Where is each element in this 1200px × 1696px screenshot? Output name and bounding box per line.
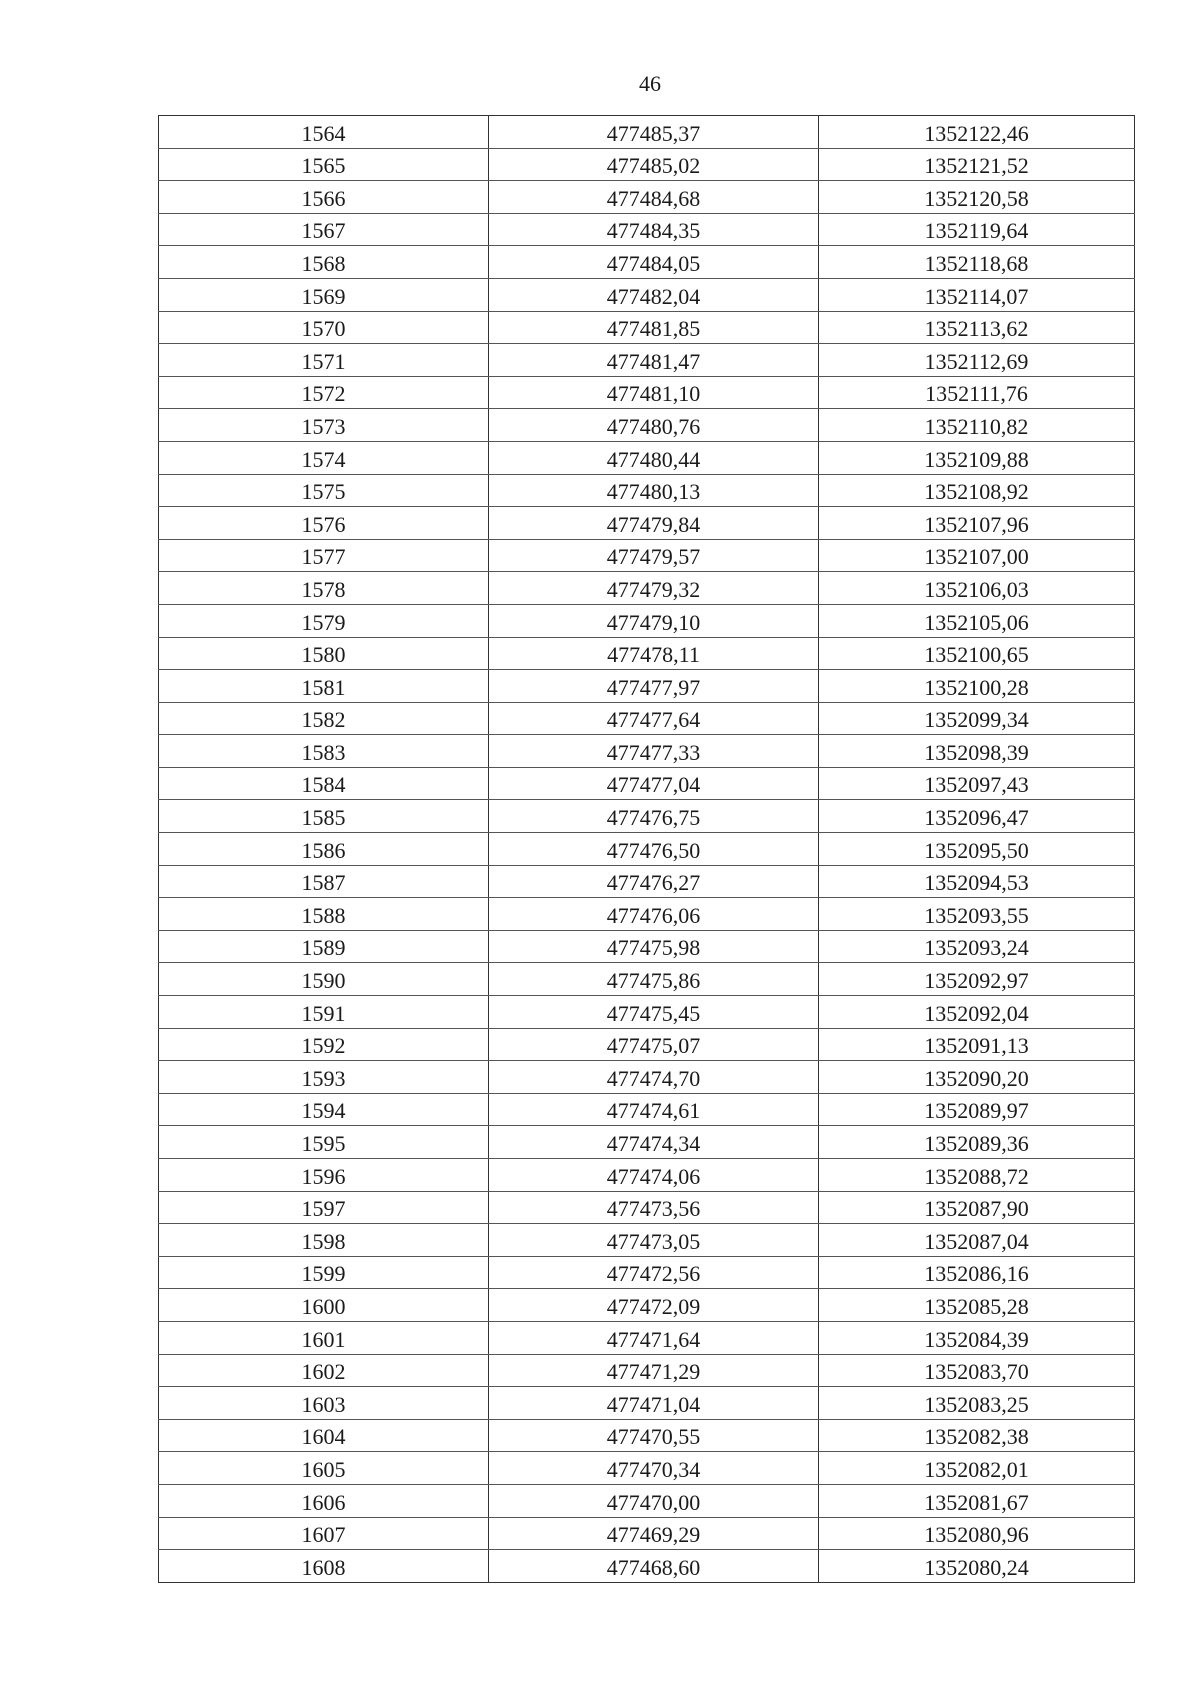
x-coordinate-cell: 477480,76 bbox=[489, 409, 819, 442]
y-coordinate-cell: 1352088,72 bbox=[819, 1159, 1135, 1192]
y-coordinate-cell: 1352113,62 bbox=[819, 311, 1135, 344]
x-coordinate-cell: 477469,29 bbox=[489, 1517, 819, 1550]
y-coordinate-cell: 1352100,28 bbox=[819, 670, 1135, 703]
point-number-cell: 1605 bbox=[159, 1452, 489, 1485]
point-number-cell: 1599 bbox=[159, 1256, 489, 1289]
y-coordinate-cell: 1352122,46 bbox=[819, 116, 1135, 149]
x-coordinate-cell: 477471,29 bbox=[489, 1354, 819, 1387]
y-coordinate-cell: 1352119,64 bbox=[819, 213, 1135, 246]
point-number-cell: 1606 bbox=[159, 1484, 489, 1517]
x-coordinate-cell: 477480,44 bbox=[489, 441, 819, 474]
table-row bbox=[159, 1256, 1135, 1289]
y-coordinate-cell: 1352080,96 bbox=[819, 1517, 1135, 1550]
x-coordinate-cell: 477481,47 bbox=[489, 344, 819, 377]
table-row bbox=[159, 539, 1135, 572]
y-coordinate-cell: 1352080,24 bbox=[819, 1550, 1135, 1583]
table-row bbox=[159, 865, 1135, 898]
y-coordinate-cell: 1352085,28 bbox=[819, 1289, 1135, 1322]
y-coordinate-cell: 1352110,82 bbox=[819, 409, 1135, 442]
point-number-cell: 1607 bbox=[159, 1517, 489, 1550]
x-coordinate-cell: 477473,05 bbox=[489, 1224, 819, 1257]
y-coordinate-cell: 1352093,55 bbox=[819, 898, 1135, 931]
table-row bbox=[159, 963, 1135, 996]
x-coordinate-cell: 477474,06 bbox=[489, 1159, 819, 1192]
x-coordinate-cell: 477472,56 bbox=[489, 1256, 819, 1289]
point-number-cell: 1588 bbox=[159, 898, 489, 931]
y-coordinate-cell: 1352081,67 bbox=[819, 1484, 1135, 1517]
point-number-cell: 1569 bbox=[159, 278, 489, 311]
table-row bbox=[159, 1550, 1135, 1583]
table-row bbox=[159, 409, 1135, 442]
point-number-cell: 1579 bbox=[159, 604, 489, 637]
y-coordinate-cell: 1352083,70 bbox=[819, 1354, 1135, 1387]
table-row bbox=[159, 735, 1135, 768]
x-coordinate-cell: 477471,04 bbox=[489, 1387, 819, 1420]
y-coordinate-cell: 1352089,36 bbox=[819, 1126, 1135, 1159]
x-coordinate-cell: 477475,98 bbox=[489, 930, 819, 963]
y-coordinate-cell: 1352087,90 bbox=[819, 1191, 1135, 1224]
x-coordinate-cell: 477470,34 bbox=[489, 1452, 819, 1485]
point-number-cell: 1586 bbox=[159, 833, 489, 866]
point-number-cell: 1583 bbox=[159, 735, 489, 768]
table-row bbox=[159, 376, 1135, 409]
x-coordinate-cell: 477479,10 bbox=[489, 604, 819, 637]
table-row bbox=[159, 311, 1135, 344]
point-number-cell: 1573 bbox=[159, 409, 489, 442]
point-number-cell: 1592 bbox=[159, 1028, 489, 1061]
y-coordinate-cell: 1352084,39 bbox=[819, 1321, 1135, 1354]
y-coordinate-cell: 1352093,24 bbox=[819, 930, 1135, 963]
y-coordinate-cell: 1352098,39 bbox=[819, 735, 1135, 768]
table-row bbox=[159, 181, 1135, 214]
point-number-cell: 1608 bbox=[159, 1550, 489, 1583]
x-coordinate-cell: 477484,35 bbox=[489, 213, 819, 246]
table-row bbox=[159, 1517, 1135, 1550]
point-number-cell: 1580 bbox=[159, 637, 489, 670]
table-row bbox=[159, 1159, 1135, 1192]
table-row bbox=[159, 1419, 1135, 1452]
y-coordinate-cell: 1352096,47 bbox=[819, 800, 1135, 833]
x-coordinate-cell: 477480,13 bbox=[489, 474, 819, 507]
x-coordinate-cell: 477468,60 bbox=[489, 1550, 819, 1583]
table-row bbox=[159, 246, 1135, 279]
y-coordinate-cell: 1352111,76 bbox=[819, 376, 1135, 409]
table-row bbox=[159, 996, 1135, 1029]
table-row bbox=[159, 898, 1135, 931]
point-number-cell: 1601 bbox=[159, 1321, 489, 1354]
x-coordinate-cell: 477476,50 bbox=[489, 833, 819, 866]
point-number-cell: 1594 bbox=[159, 1093, 489, 1126]
x-coordinate-cell: 477474,61 bbox=[489, 1093, 819, 1126]
table-row bbox=[159, 1028, 1135, 1061]
table-row bbox=[159, 441, 1135, 474]
point-number-cell: 1564 bbox=[159, 116, 489, 149]
y-coordinate-cell: 1352091,13 bbox=[819, 1028, 1135, 1061]
point-number-cell: 1568 bbox=[159, 246, 489, 279]
y-coordinate-cell: 1352121,52 bbox=[819, 148, 1135, 181]
y-coordinate-cell: 1352109,88 bbox=[819, 441, 1135, 474]
x-coordinate-cell: 477481,10 bbox=[489, 376, 819, 409]
table-row bbox=[159, 1387, 1135, 1420]
y-coordinate-cell: 1352112,69 bbox=[819, 344, 1135, 377]
coordinates-table-body bbox=[159, 116, 1135, 1583]
table-row bbox=[159, 1484, 1135, 1517]
table-row bbox=[159, 116, 1135, 149]
point-number-cell: 1571 bbox=[159, 344, 489, 377]
y-coordinate-cell: 1352092,97 bbox=[819, 963, 1135, 996]
y-coordinate-cell: 1352106,03 bbox=[819, 572, 1135, 605]
point-number-cell: 1567 bbox=[159, 213, 489, 246]
point-number-cell: 1576 bbox=[159, 507, 489, 540]
y-coordinate-cell: 1352086,16 bbox=[819, 1256, 1135, 1289]
x-coordinate-cell: 477476,27 bbox=[489, 865, 819, 898]
table-row bbox=[159, 1191, 1135, 1224]
y-coordinate-cell: 1352087,04 bbox=[819, 1224, 1135, 1257]
table-row bbox=[159, 1061, 1135, 1094]
y-coordinate-cell: 1352107,00 bbox=[819, 539, 1135, 572]
table-row bbox=[159, 213, 1135, 246]
table-row bbox=[159, 474, 1135, 507]
point-number-cell: 1600 bbox=[159, 1289, 489, 1322]
x-coordinate-cell: 477477,33 bbox=[489, 735, 819, 768]
table-row bbox=[159, 1354, 1135, 1387]
table-row bbox=[159, 670, 1135, 703]
x-coordinate-cell: 477472,09 bbox=[489, 1289, 819, 1322]
point-number-cell: 1584 bbox=[159, 767, 489, 800]
y-coordinate-cell: 1352105,06 bbox=[819, 604, 1135, 637]
point-number-cell: 1593 bbox=[159, 1061, 489, 1094]
x-coordinate-cell: 477479,32 bbox=[489, 572, 819, 605]
point-number-cell: 1570 bbox=[159, 311, 489, 344]
x-coordinate-cell: 477475,07 bbox=[489, 1028, 819, 1061]
point-number-cell: 1578 bbox=[159, 572, 489, 605]
table-row bbox=[159, 344, 1135, 377]
table-row bbox=[159, 1224, 1135, 1257]
point-number-cell: 1566 bbox=[159, 181, 489, 214]
y-coordinate-cell: 1352083,25 bbox=[819, 1387, 1135, 1420]
point-number-cell: 1572 bbox=[159, 376, 489, 409]
point-number-cell: 1589 bbox=[159, 930, 489, 963]
x-coordinate-cell: 477471,64 bbox=[489, 1321, 819, 1354]
x-coordinate-cell: 477477,97 bbox=[489, 670, 819, 703]
table-row bbox=[159, 1452, 1135, 1485]
table-row bbox=[159, 1289, 1135, 1322]
point-number-cell: 1585 bbox=[159, 800, 489, 833]
x-coordinate-cell: 477482,04 bbox=[489, 278, 819, 311]
y-coordinate-cell: 1352090,20 bbox=[819, 1061, 1135, 1094]
x-coordinate-cell: 477484,05 bbox=[489, 246, 819, 279]
point-number-cell: 1587 bbox=[159, 865, 489, 898]
table-row bbox=[159, 604, 1135, 637]
point-number-cell: 1590 bbox=[159, 963, 489, 996]
x-coordinate-cell: 477474,70 bbox=[489, 1061, 819, 1094]
point-number-cell: 1596 bbox=[159, 1159, 489, 1192]
x-coordinate-cell: 477485,02 bbox=[489, 148, 819, 181]
point-number-cell: 1591 bbox=[159, 996, 489, 1029]
x-coordinate-cell: 477485,37 bbox=[489, 116, 819, 149]
table-row bbox=[159, 1093, 1135, 1126]
point-number-cell: 1598 bbox=[159, 1224, 489, 1257]
y-coordinate-cell: 1352100,65 bbox=[819, 637, 1135, 670]
table-row bbox=[159, 507, 1135, 540]
y-coordinate-cell: 1352082,38 bbox=[819, 1419, 1135, 1452]
point-number-cell: 1595 bbox=[159, 1126, 489, 1159]
x-coordinate-cell: 477474,34 bbox=[489, 1126, 819, 1159]
table-row bbox=[159, 637, 1135, 670]
y-coordinate-cell: 1352095,50 bbox=[819, 833, 1135, 866]
table-row bbox=[159, 1321, 1135, 1354]
table-row bbox=[159, 833, 1135, 866]
x-coordinate-cell: 477470,00 bbox=[489, 1484, 819, 1517]
x-coordinate-cell: 477473,56 bbox=[489, 1191, 819, 1224]
y-coordinate-cell: 1352120,58 bbox=[819, 181, 1135, 214]
table-row bbox=[159, 800, 1135, 833]
y-coordinate-cell: 1352089,97 bbox=[819, 1093, 1135, 1126]
table-row bbox=[159, 930, 1135, 963]
x-coordinate-cell: 477475,86 bbox=[489, 963, 819, 996]
x-coordinate-cell: 477484,68 bbox=[489, 181, 819, 214]
point-number-cell: 1603 bbox=[159, 1387, 489, 1420]
coordinates-table bbox=[158, 115, 1135, 1583]
x-coordinate-cell: 477475,45 bbox=[489, 996, 819, 1029]
point-number-cell: 1604 bbox=[159, 1419, 489, 1452]
y-coordinate-cell: 1352118,68 bbox=[819, 246, 1135, 279]
y-coordinate-cell: 1352114,07 bbox=[819, 278, 1135, 311]
table-row bbox=[159, 702, 1135, 735]
y-coordinate-cell: 1352107,96 bbox=[819, 507, 1135, 540]
x-coordinate-cell: 477476,06 bbox=[489, 898, 819, 931]
x-coordinate-cell: 477481,85 bbox=[489, 311, 819, 344]
y-coordinate-cell: 1352097,43 bbox=[819, 767, 1135, 800]
point-number-cell: 1581 bbox=[159, 670, 489, 703]
point-number-cell: 1582 bbox=[159, 702, 489, 735]
point-number-cell: 1577 bbox=[159, 539, 489, 572]
table-row bbox=[159, 278, 1135, 311]
table-row bbox=[159, 148, 1135, 181]
y-coordinate-cell: 1352108,92 bbox=[819, 474, 1135, 507]
table-row bbox=[159, 572, 1135, 605]
y-coordinate-cell: 1352094,53 bbox=[819, 865, 1135, 898]
point-number-cell: 1565 bbox=[159, 148, 489, 181]
point-number-cell: 1597 bbox=[159, 1191, 489, 1224]
point-number-cell: 1575 bbox=[159, 474, 489, 507]
y-coordinate-cell: 1352082,01 bbox=[819, 1452, 1135, 1485]
point-number-cell: 1602 bbox=[159, 1354, 489, 1387]
table-row bbox=[159, 1126, 1135, 1159]
x-coordinate-cell: 477478,11 bbox=[489, 637, 819, 670]
x-coordinate-cell: 477477,64 bbox=[489, 702, 819, 735]
point-number-cell: 1574 bbox=[159, 441, 489, 474]
y-coordinate-cell: 1352099,34 bbox=[819, 702, 1135, 735]
table-row bbox=[159, 767, 1135, 800]
x-coordinate-cell: 477479,57 bbox=[489, 539, 819, 572]
x-coordinate-cell: 477479,84 bbox=[489, 507, 819, 540]
x-coordinate-cell: 477476,75 bbox=[489, 800, 819, 833]
x-coordinate-cell: 477470,55 bbox=[489, 1419, 819, 1452]
x-coordinate-cell: 477477,04 bbox=[489, 767, 819, 800]
y-coordinate-cell: 1352092,04 bbox=[819, 996, 1135, 1029]
page-number: 46 bbox=[639, 71, 661, 96]
